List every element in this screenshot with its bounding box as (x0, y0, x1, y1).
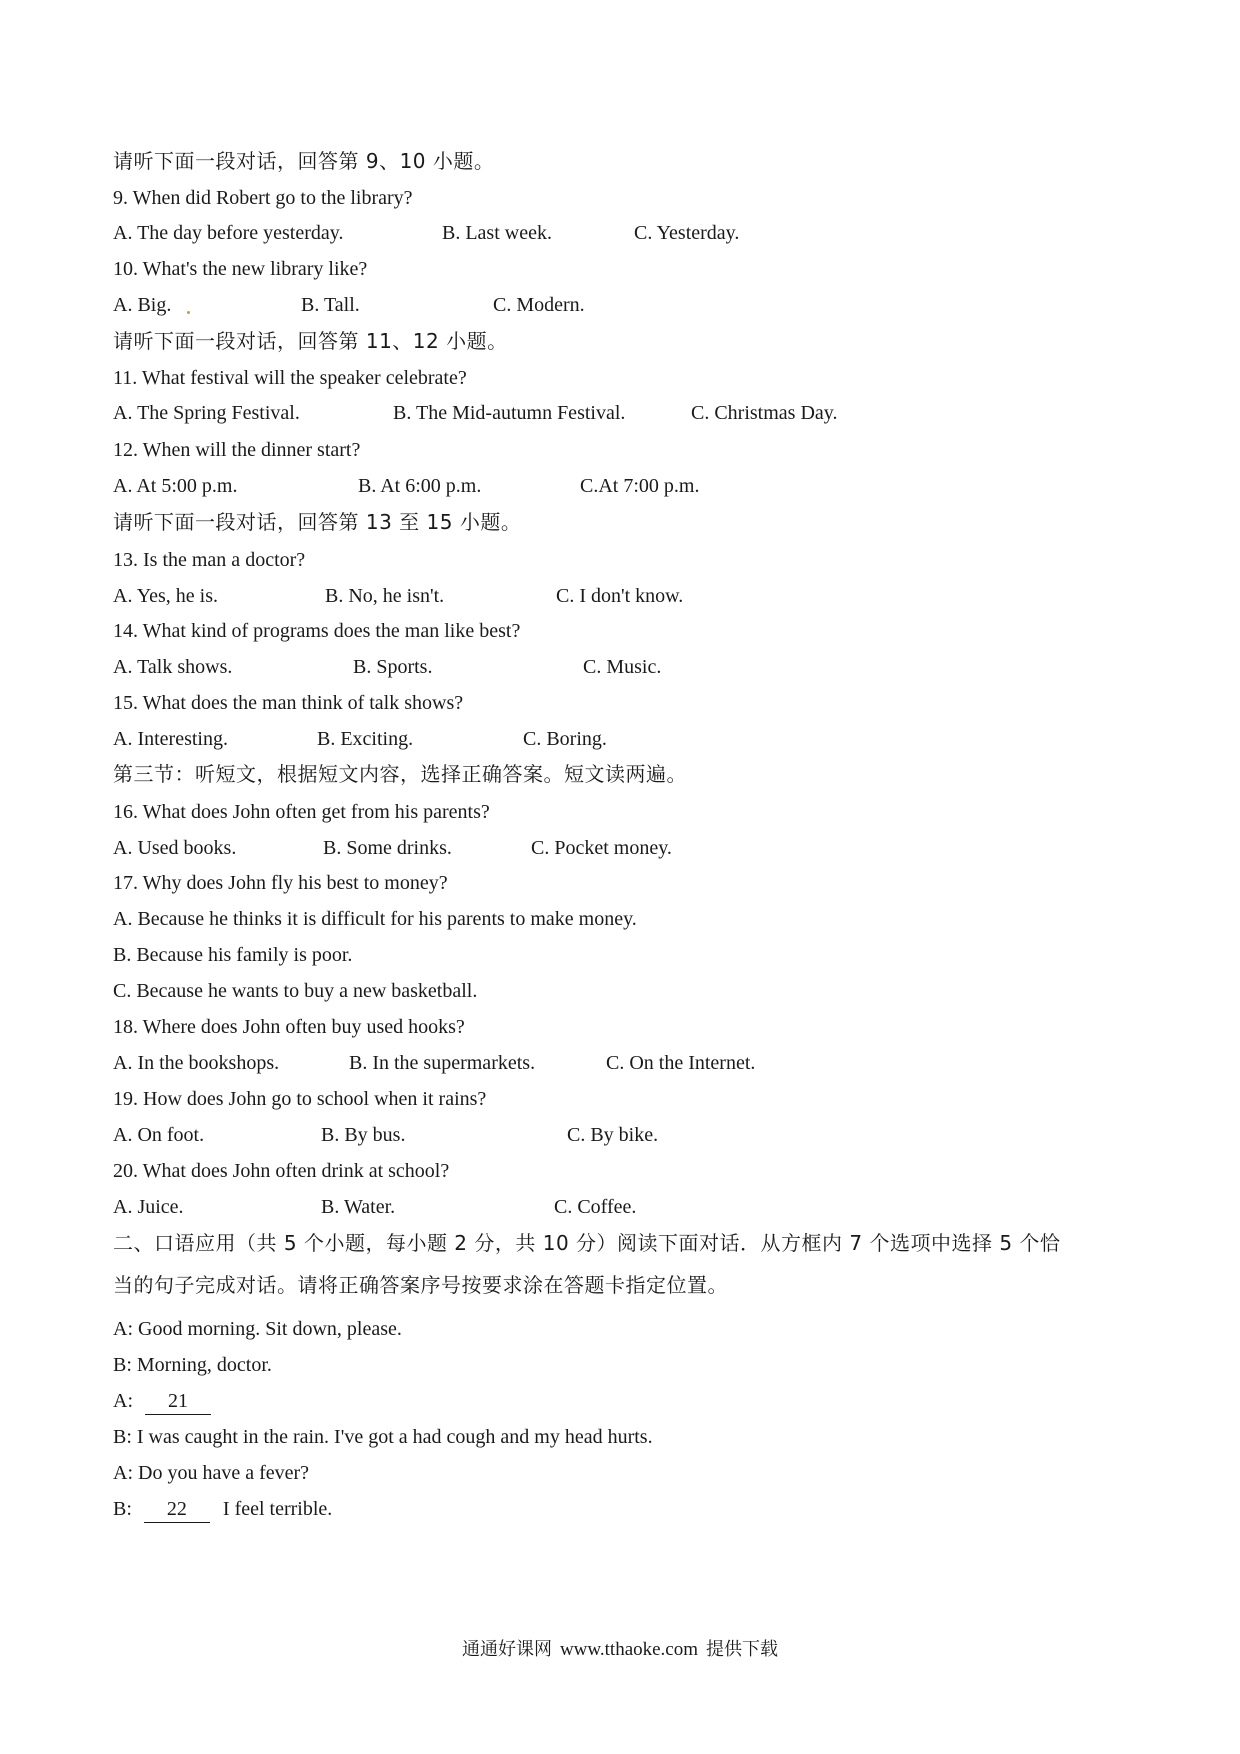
option-a: A. Yes, he is. (113, 585, 219, 607)
option-b: B. Last week. (442, 222, 552, 244)
answer-blank-22: 22 (144, 1496, 210, 1523)
option-a: A. Juice. (113, 1196, 184, 1218)
option-b: B. Tall. (301, 294, 360, 316)
option-a: A. Talk shows. (113, 656, 233, 678)
option-b: B. No, he isn't. (325, 585, 445, 607)
speaker-label: B: (113, 1498, 132, 1520)
option-17a: A. Because he thinks it is difficult for his parents to make money. (113, 908, 637, 930)
option-b: B. By bus. (321, 1124, 406, 1146)
option-c: C. I don't know. (556, 585, 684, 607)
footer-download-text: 提供下载 (706, 1639, 779, 1660)
stray-dot (187, 311, 190, 314)
page-footer (0, 1637, 1240, 1663)
option-17b: B. Because his family is poor. (113, 944, 353, 966)
dialogue-line: A: Good morning. Sit down, please. (113, 1318, 402, 1340)
option-c: C. Modern. (493, 294, 585, 316)
dialogue-line: B: Morning, doctor. (113, 1354, 272, 1376)
option-c: C. Music. (583, 656, 662, 678)
footer-site-name: 通通好课网 (461, 1639, 552, 1660)
dialogue-line: A: Do you have a fever? (113, 1462, 310, 1484)
option-c: C.At 7:00 p.m. (580, 475, 700, 497)
option-a: A. Big. (113, 294, 172, 316)
option-c: C. Coffee. (554, 1196, 637, 1218)
option-a: A. At 5:00 p.m. (113, 475, 238, 497)
option-c: C. Boring. (523, 728, 607, 750)
section-heading: 二、口语应用（共 5 个小题，每小题 2 分，共 10 分）阅读下面对话．从方框内 7 个选项中选择 5 个恰 (113, 1231, 1061, 1255)
option-17c: C. Because he wants to buy a new basketball. (113, 980, 478, 1002)
speaker-label: A: (113, 1390, 133, 1412)
dialogue-line: B: I was caught in the rain. I've got a had cough and my head hurts. (113, 1426, 653, 1448)
question-10: 10. What's the new library like? (113, 258, 368, 280)
option-b: B. In the supermarkets. (349, 1052, 536, 1074)
option-a: A. The day before yesterday. (113, 222, 344, 244)
option-a: A. Interesting. (113, 728, 228, 750)
option-b: B. At 6:00 p.m. (358, 475, 482, 497)
option-b: B. Exciting. (317, 728, 414, 750)
option-a: A. On foot. (113, 1124, 205, 1146)
question-15: 15. What does the man think of talk shows? (113, 692, 464, 714)
question-19: 19. How does John go to school when it rains? (113, 1088, 487, 1110)
question-13: 13. Is the man a doctor? (113, 549, 306, 571)
option-b: B. Sports. (353, 656, 433, 678)
question-17: 17. Why does John fly his best to money? (113, 872, 448, 894)
question-9: 9. When did Robert go to the library? (113, 187, 413, 209)
option-b: B. Water. (321, 1196, 396, 1218)
dialogue-line (113, 1494, 332, 1524)
option-c: C. Pocket money. (531, 837, 672, 859)
section-heading-continued: 当的句子完成对话。请将正确答案序号按要求涂在答题卡指定位置。 (113, 1273, 728, 1297)
option-c: C. Christmas Day. (691, 402, 838, 424)
option-a: A. The Spring Festival. (113, 402, 300, 424)
question-16: 16. What does John often get from his parents? (113, 801, 490, 823)
option-b: B. The Mid-autumn Festival. (393, 402, 626, 424)
footer-url: www.tthaoke.com (559, 1639, 699, 1660)
question-14: 14. What kind of programs does the man like best? (113, 620, 521, 642)
dialogue-text: I feel terrible. (222, 1498, 333, 1520)
question-12: 12. When will the dinner start? (113, 439, 361, 461)
option-a: A. In the bookshops. (113, 1052, 280, 1074)
option-b: B. Some drinks. (323, 837, 452, 859)
dialogue-line (113, 1386, 211, 1416)
option-c: C. Yesterday. (634, 222, 740, 244)
option-c: C. By bike. (567, 1124, 659, 1146)
answer-blank-21: 21 (145, 1388, 211, 1415)
section-instruction: 请听下面一段对话，回答第 13 至 15 小题。 (113, 510, 522, 534)
section-heading: 第三节：听短文，根据短文内容，选择正确答案。短文读两遍。 (113, 762, 687, 786)
section-instruction: 请听下面一段对话，回答第 11、12 小题。 (113, 329, 508, 353)
question-11: 11. What festival will the speaker celebrate? (113, 367, 467, 389)
option-a: A. Used books. (113, 837, 237, 859)
option-c: C. On the Internet. (606, 1052, 756, 1074)
section-instruction: 请听下面一段对话，回答第 9、10 小题。 (113, 149, 495, 173)
question-20: 20. What does John often drink at school? (113, 1160, 450, 1182)
question-18: 18. Where does John often buy used hooks? (113, 1016, 465, 1038)
